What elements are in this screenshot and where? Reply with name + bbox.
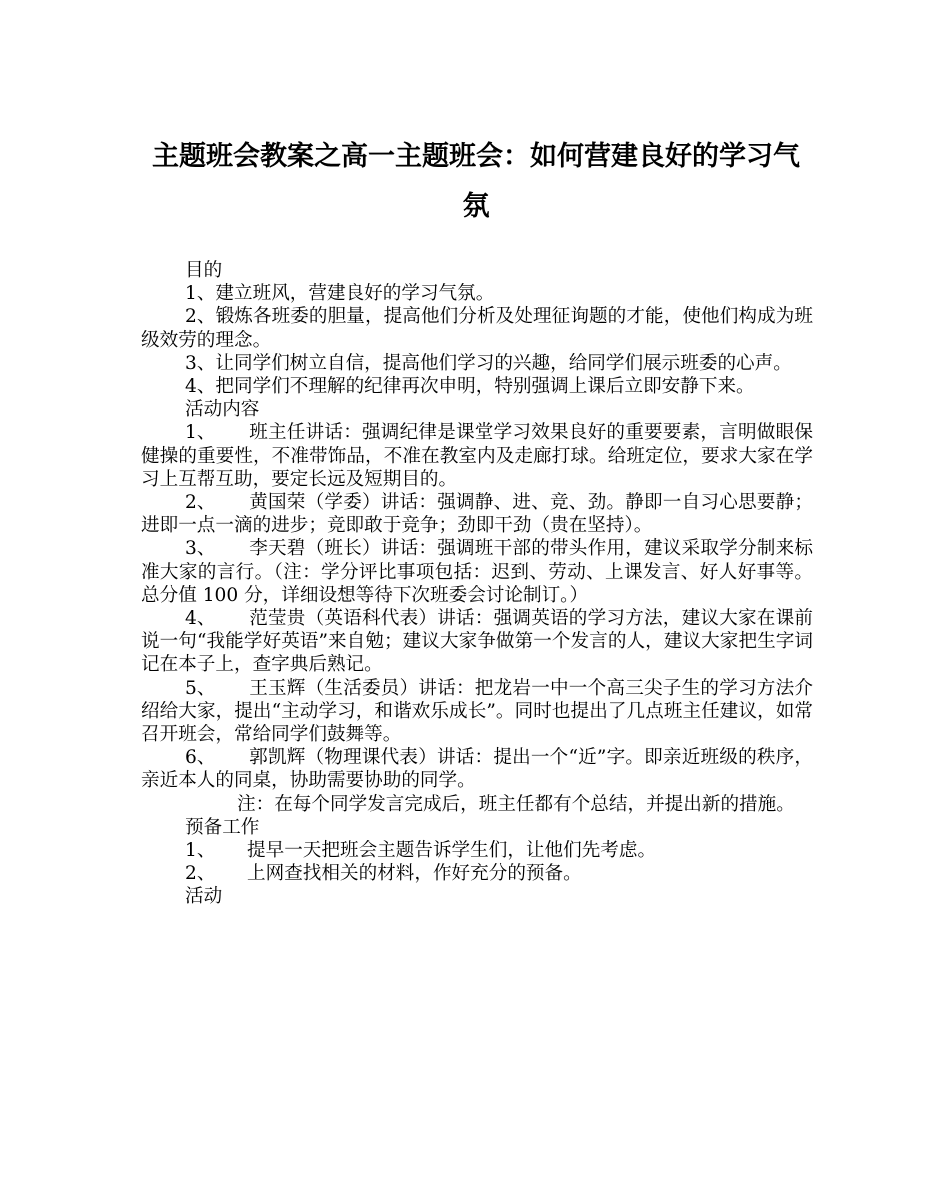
- content-item-number: 4、: [185, 608, 216, 630]
- preparation-item-number: 2、: [185, 863, 216, 885]
- content-item-number: 2、: [185, 492, 216, 514]
- content-item-text: 郭凯辉（物理课代表）讲话：提出一个“近”字。即亲近班级的秩序，亲近本人的同桌，协助需要协助的同学。: [141, 747, 813, 792]
- preparation-item: [141, 839, 813, 862]
- content-item: [141, 607, 813, 677]
- preparation-item-number: 1、: [185, 840, 216, 862]
- document-body: [141, 259, 813, 909]
- content-item: [141, 746, 813, 792]
- content-item-text: 范莹贵（英语科代表）讲话：强调英语的学习方法，建议大家在课前说一句“我能学好英语”来自勉；建议大家争做第一个发言的人，建议大家把生字词记在本子上，查字典后熟记。: [141, 608, 813, 676]
- content-item-text: 王玉辉（生活委员）讲话：把龙岩一中一个高三尖子生的学习方法介绍给大家，提出“主动学习，和谐欢乐成长”。同时也提出了几点班主任建议，如常召开班会，常给同学们鼓舞等。: [141, 677, 813, 746]
- content-item-text: 黄国荣（学委）讲话：强调静、进、竞、劲。静即一自习心思要静；进即一点一滴的进步；竞即敢于竞争；劲即干劲（贵在坚持）。: [141, 492, 813, 537]
- content-item-number: 3、: [185, 538, 216, 560]
- section-heading-preparation: 预备工作: [185, 816, 260, 838]
- content-item-text: 班主任讲话：强调纪律是课堂学习效果良好的重要要素，言明做眼保健操的重要性，不准带饰品，不准在教室内及走廊打球。给班定位，要求大家在学习上互帮互助，要定长远及短期目的。: [141, 422, 813, 490]
- content-item-number: 5、: [185, 677, 216, 699]
- content-item: [141, 421, 813, 491]
- content-item-number: 1、: [185, 422, 216, 444]
- purpose-item-3: 3、让同学们树立自信，提高他们学习的兴趣，给同学们展示班委的心声。: [185, 352, 792, 374]
- preparation-item: [141, 862, 813, 885]
- preparation-item-text: 上网查找相关的材料，作好充分的预备。: [247, 863, 582, 885]
- preparation-item-text: 提早一天把班会主题告诉学生们，让他们先考虑。: [247, 840, 657, 862]
- section-heading-activity: 活动: [185, 886, 223, 908]
- section-heading-content: 活动内容: [185, 399, 260, 421]
- content-item-number: 6、: [185, 747, 216, 769]
- purpose-item-1: 1、建立班风，营建良好的学习气氛。: [185, 283, 495, 305]
- content-item: [141, 491, 813, 537]
- purpose-item-4: 4、把同学们不理解的纪律再次申明，特别强调上课后立即安静下来。: [185, 376, 755, 398]
- content-item: [141, 537, 813, 607]
- document-title: 主题班会教案之高一主题班会：如何营建良好的学习气氛: [152, 141, 800, 222]
- purpose-item-2: 2、锻炼各班委的胆量，提高他们分析及处理征询题的才能，使他们构成为班级效劳的理念。: [141, 306, 813, 351]
- content-item-text: 李天碧（班长）讲话：强调班干部的带头作用，建议采取学分制来标准大家的言行。（注：学分评比事项包括：迟到、劳动、上课发言、好人好事等。总分值 100 分，详细设想等待下次班委会讨论制订。）: [141, 538, 813, 606]
- content-item: [141, 677, 813, 747]
- section-heading-purpose: 目的: [185, 260, 223, 281]
- content-note: 注：在每个同学发言完成后，班主任都有个总结，并提出新的措施。: [237, 793, 795, 815]
